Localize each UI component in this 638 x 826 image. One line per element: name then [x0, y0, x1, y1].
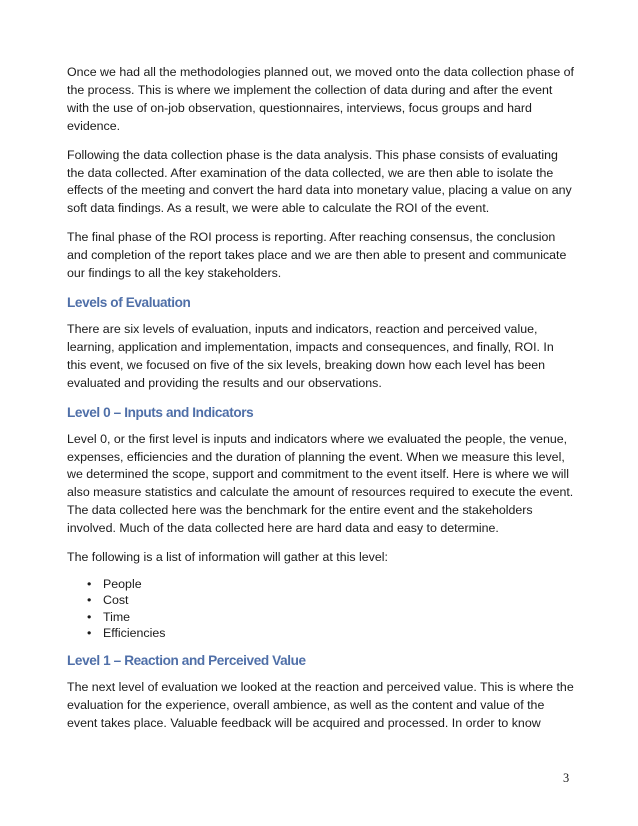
list-item: • Cost — [67, 592, 575, 609]
paragraph-reporting: The final phase of the ROI process is reporting. After reaching consensus, the conclusion and completion of the report takes place and we are then able to present and communicate our findings to all the key stakeholders. — [67, 230, 567, 281]
heading-levels-of-evaluation: Levels of Evaluation — [67, 294, 191, 310]
paragraph-data-analysis: Following the data collection phase is the data analysis. This phase consists of evaluating the data collected. After examination of the data collected, we are then able to isolate the effects of the meeting and convert the hard data into monetary value, placing a value on any soft data findings. As a result, we were able to calculate the ROI of the event. — [67, 147, 572, 216]
paragraph-level-0: Level 0, or the first level is inputs and indicators where we evaluated the people, the venue, expenses, efficiencies and the duration of planning the event. When we measure this level, we determined the scope, support and commitment to the event itself. Here is where we will also measure statistics and calculate the amount of resources required to execute the event. The data collected here was the benchmark for the entire event and the stakeholders involved. Much of the data collected here are hard data and easy to determine. — [67, 431, 574, 536]
list-item: • Time — [67, 609, 575, 626]
paragraph-level-1: The next level of evaluation we looked at the reaction and perceived value. This is where the evaluation for the experience, overall ambience, as well as the content and value of the event takes place. Valuable feedback will be acquired and processed. In order to know — [67, 679, 574, 730]
list-item: • Efficiencies — [67, 625, 575, 642]
document-page — [67, 64, 575, 744]
page-number: 3 — [563, 771, 570, 785]
level-0-bullet-list — [67, 576, 575, 642]
heading-level-0: Level 0 – Inputs and Indicators — [67, 404, 254, 420]
heading-level-1: Level 1 – Reaction and Perceived Value — [67, 652, 306, 668]
list-item: • People — [67, 576, 575, 593]
paragraph-data-collection: Once we had all the methodologies planned out, we moved onto the data collection phase of the process. This is where we implement the collection of data during and after the event with the use of on-job observation, questionnaires, interviews, focus groups and hard evidence. — [67, 65, 574, 133]
paragraph-levels-of-evaluation: There are six levels of evaluation, inputs and indicators, reaction and perceived value, learning, application and implementation, impacts and consequences, and finally, ROI. In this event, we focused on five of the six levels, breaking down how each level has been evaluated and providing the results and our observations. — [67, 321, 554, 390]
paragraph-level-0-list-intro: The following is a list of information will gather at this level: — [67, 550, 388, 565]
